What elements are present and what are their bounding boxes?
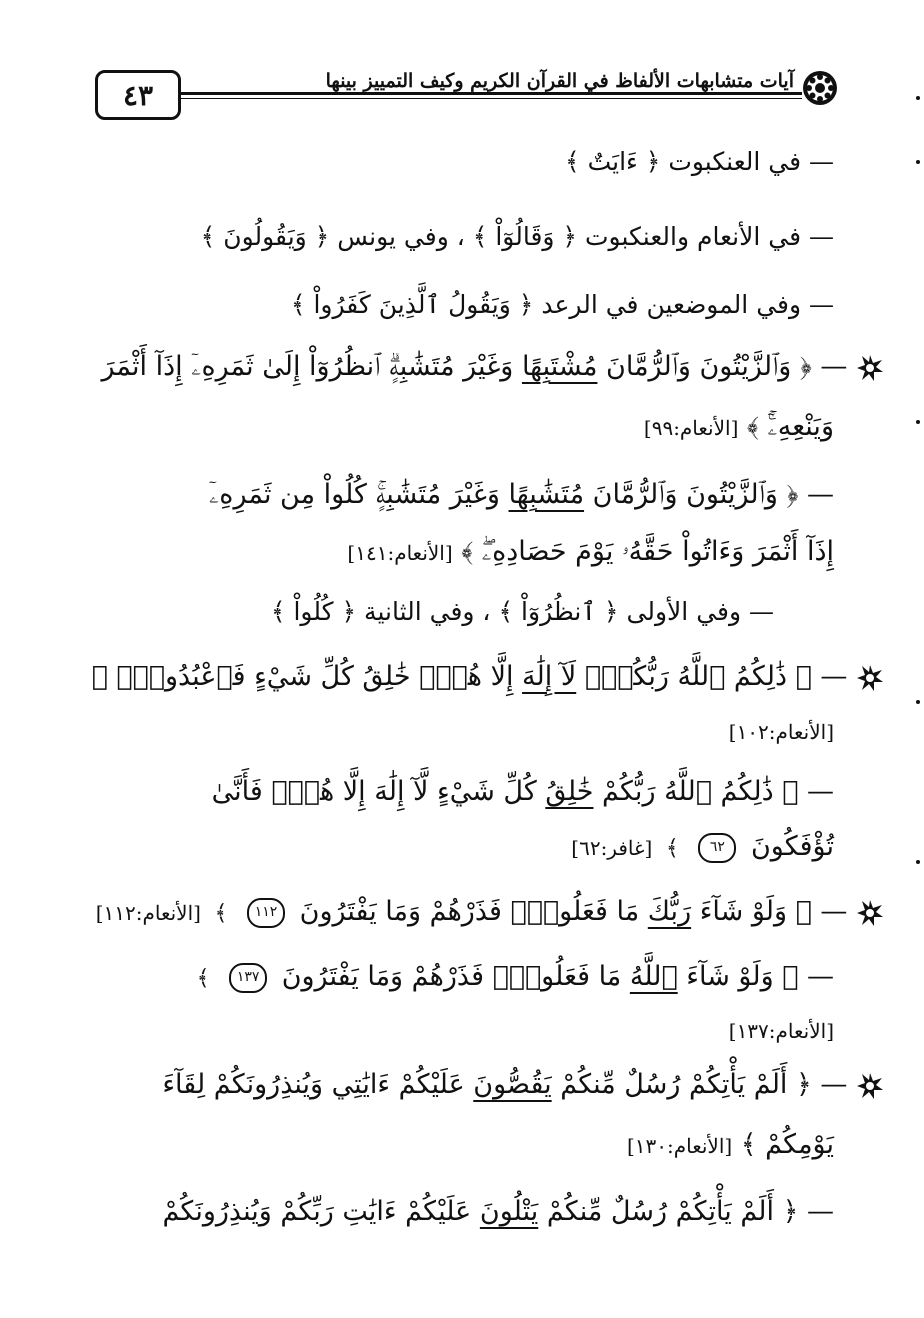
- margin-dot: [916, 420, 920, 424]
- quran-text: مَا فَعَلُوهُۖ فَذَرْهُمْ وَمَا يَفْتَرُونَ: [281, 961, 630, 992]
- entry-5-line: [96, 895, 884, 931]
- underlined-word: ٱللَّهُ: [629, 961, 678, 992]
- line-text: — وفي الأولى ﴿ ٱنظُرُوٓاْ ﴾ ، وفي الثانية ﴿ كُلُواْ ﴾: [270, 597, 774, 626]
- closing-bracket-icon: ﴾: [196, 966, 210, 991]
- eight-point-star-icon: [856, 1072, 884, 1100]
- text-line-6: [271, 595, 774, 629]
- verse-reference: [غافر:٦٢]: [571, 836, 653, 860]
- verse-reference: [الأنعام:١١٢]: [95, 901, 201, 925]
- quran-text: — ﴿ وَلَوْ شَآءَ: [677, 961, 834, 992]
- margin-dot: [916, 160, 920, 164]
- verse-number: ١٣٧: [229, 963, 267, 993]
- header-title: آيات متشابهات الألفاظ في القرآن الكريم وكيف التمييز بينها: [320, 70, 800, 92]
- eight-point-star-icon: [856, 664, 884, 692]
- eight-point-star-icon: [856, 899, 884, 927]
- verse-number: ٦٢: [698, 833, 736, 863]
- quran-text: يَوْمِكُمْ ﴾: [740, 1129, 834, 1160]
- entry-1-line-b: [644, 410, 834, 445]
- verse-number: ١١٢: [247, 898, 285, 928]
- entry-6-line-b: [729, 1013, 834, 1048]
- entry-4-line-b: [571, 830, 834, 866]
- entry-2-line-b: [347, 535, 834, 570]
- underlined-word: رَبُّكَ: [647, 896, 692, 927]
- text-line-3: [291, 288, 834, 322]
- quran-text: إِلَّا هُوَۖ خَٰلِقُ كُلِّ شَيْءٍ فَٱعْبُدُوهُۚ ﴾: [91, 661, 523, 692]
- quran-text: وَيَنْعِهِۦٓۚ ﴾: [746, 411, 834, 442]
- quran-text: — ﴿ أَلَمْ يَأْتِكُمْ رُسُلٌ مِّنكُمْ: [551, 1069, 848, 1100]
- page-number: ٤٣: [122, 78, 154, 112]
- quran-text: — ﴿ أَلَمْ يَأْتِكُمْ رُسُلٌ مِّنكُمْ: [538, 1196, 834, 1227]
- margin-dot: [916, 860, 920, 864]
- quran-text: — ﴿ وَٱلزَّيْتُونَ وَٱلرُّمَّانَ: [597, 351, 848, 382]
- eight-point-star-icon: [856, 354, 884, 382]
- quran-text: — ﴿ ذَٰلِكُمُ ٱللَّهُ رَبُّكُمْۖ: [576, 661, 848, 692]
- page-number-box: [95, 70, 181, 120]
- verse-reference: [الأنعام:١٣٧]: [728, 1019, 834, 1043]
- entry-8-line: [162, 1195, 834, 1229]
- closing-bracket-icon: ﴾: [665, 836, 679, 861]
- entry-3-line-b: [729, 714, 834, 749]
- verse-reference: [الأنعام:٩٩]: [643, 416, 739, 440]
- verse-reference: [الأنعام:١٠٢]: [728, 720, 834, 744]
- quran-text: — ﴿ وَٱلزَّيْتُونَ وَٱلرُّمَّانَ: [584, 479, 834, 510]
- margin-dot: [916, 96, 920, 100]
- quran-text: عَلَيْكُمْ ءَايَٰتِ رَبِّكُمْ وَيُنذِرُونَكُمْ: [162, 1196, 480, 1227]
- underlined-word: مُتَشَٰبِهًا: [508, 479, 585, 510]
- quran-text: — ﴿ وَلَوْ شَآءَ: [691, 896, 848, 927]
- header-rule: [179, 92, 802, 95]
- quran-text: كُلِّ شَيْءٍ لَّآ إِلَٰهَ إِلَّا هُوَۖ فَأَنَّىٰ: [211, 776, 546, 807]
- rosette-ornament-icon: [800, 68, 840, 108]
- quran-text: عَلَيْكُمْ ءَايَٰتِي وَيُنذِرُونَكُمْ لِقَآءَ: [162, 1069, 474, 1100]
- text-line-1: [565, 145, 834, 179]
- underlined-word: مُشْتَبِهًا: [521, 351, 598, 382]
- margin-dot: [916, 700, 920, 704]
- verse-reference: [الأنعام:١٣٠]: [626, 1134, 733, 1158]
- underlined-word: يَتْلُونَ: [479, 1196, 539, 1227]
- entry-7-line-b: [627, 1128, 834, 1163]
- quran-text: وَغَيْرَ مُتَشَٰبِهٍۚ كُلُواْ مِن ثَمَرِهِۦٓ: [209, 479, 509, 510]
- verse-reference: [الأنعام:١٤١]: [347, 541, 453, 565]
- text-line-2: [201, 220, 834, 254]
- underlined-word: لَآ إِلَٰهَ: [522, 661, 577, 692]
- line-text: — في الأنعام والعنكبوت ﴿ وَقَالُوٓاْ ﴾ ، وفي يونس ﴿ وَيَقُولُونَ ﴾: [200, 222, 834, 251]
- line-text: — في العنكبوت ﴿ ءَايَتٌ ﴾: [565, 147, 834, 176]
- quran-text: تُؤْفَكُونَ: [750, 831, 834, 862]
- closing-bracket-icon: ﴾: [214, 901, 228, 926]
- quran-text: مَا فَعَلُوهُۖ فَذَرْهُمْ وَمَا يَفْتَرُونَ: [299, 896, 648, 927]
- page-header: [95, 70, 840, 130]
- entry-4-line-a: [212, 775, 834, 809]
- quran-text: وَغَيْرَ مُتَشَٰبِهٍۗ ٱنظُرُوٓاْ إِلَىٰ ثَمَرِهِۦٓ إِذَآ أَثْمَرَ: [101, 351, 522, 382]
- line-text: — وفي الموضعين في الرعد ﴿ وَيَقُولُ ٱلَّذِينَ كَفَرُواْ ﴾: [290, 290, 834, 319]
- entry-1-line-a: [101, 350, 884, 384]
- underlined-word: خَٰلِقُ: [545, 776, 594, 807]
- entry-2-line-a: [209, 478, 834, 512]
- entry-6-line-a: [192, 960, 834, 996]
- header-rule-thin: [179, 98, 802, 99]
- entry-3-line-a: [92, 660, 884, 694]
- quran-text: إِذَآ أَثْمَرَ وَءَاتُواْ حَقَّهُۥ يَوْمَ حَصَادِهِۦۖ ﴾: [461, 536, 834, 567]
- entry-7-line-a: [162, 1068, 884, 1102]
- quran-text: — ﴿ ذَٰلِكُمُ ٱللَّهُ رَبُّكُمْ: [593, 776, 834, 807]
- underlined-word: يَقُصُّونَ: [473, 1069, 552, 1100]
